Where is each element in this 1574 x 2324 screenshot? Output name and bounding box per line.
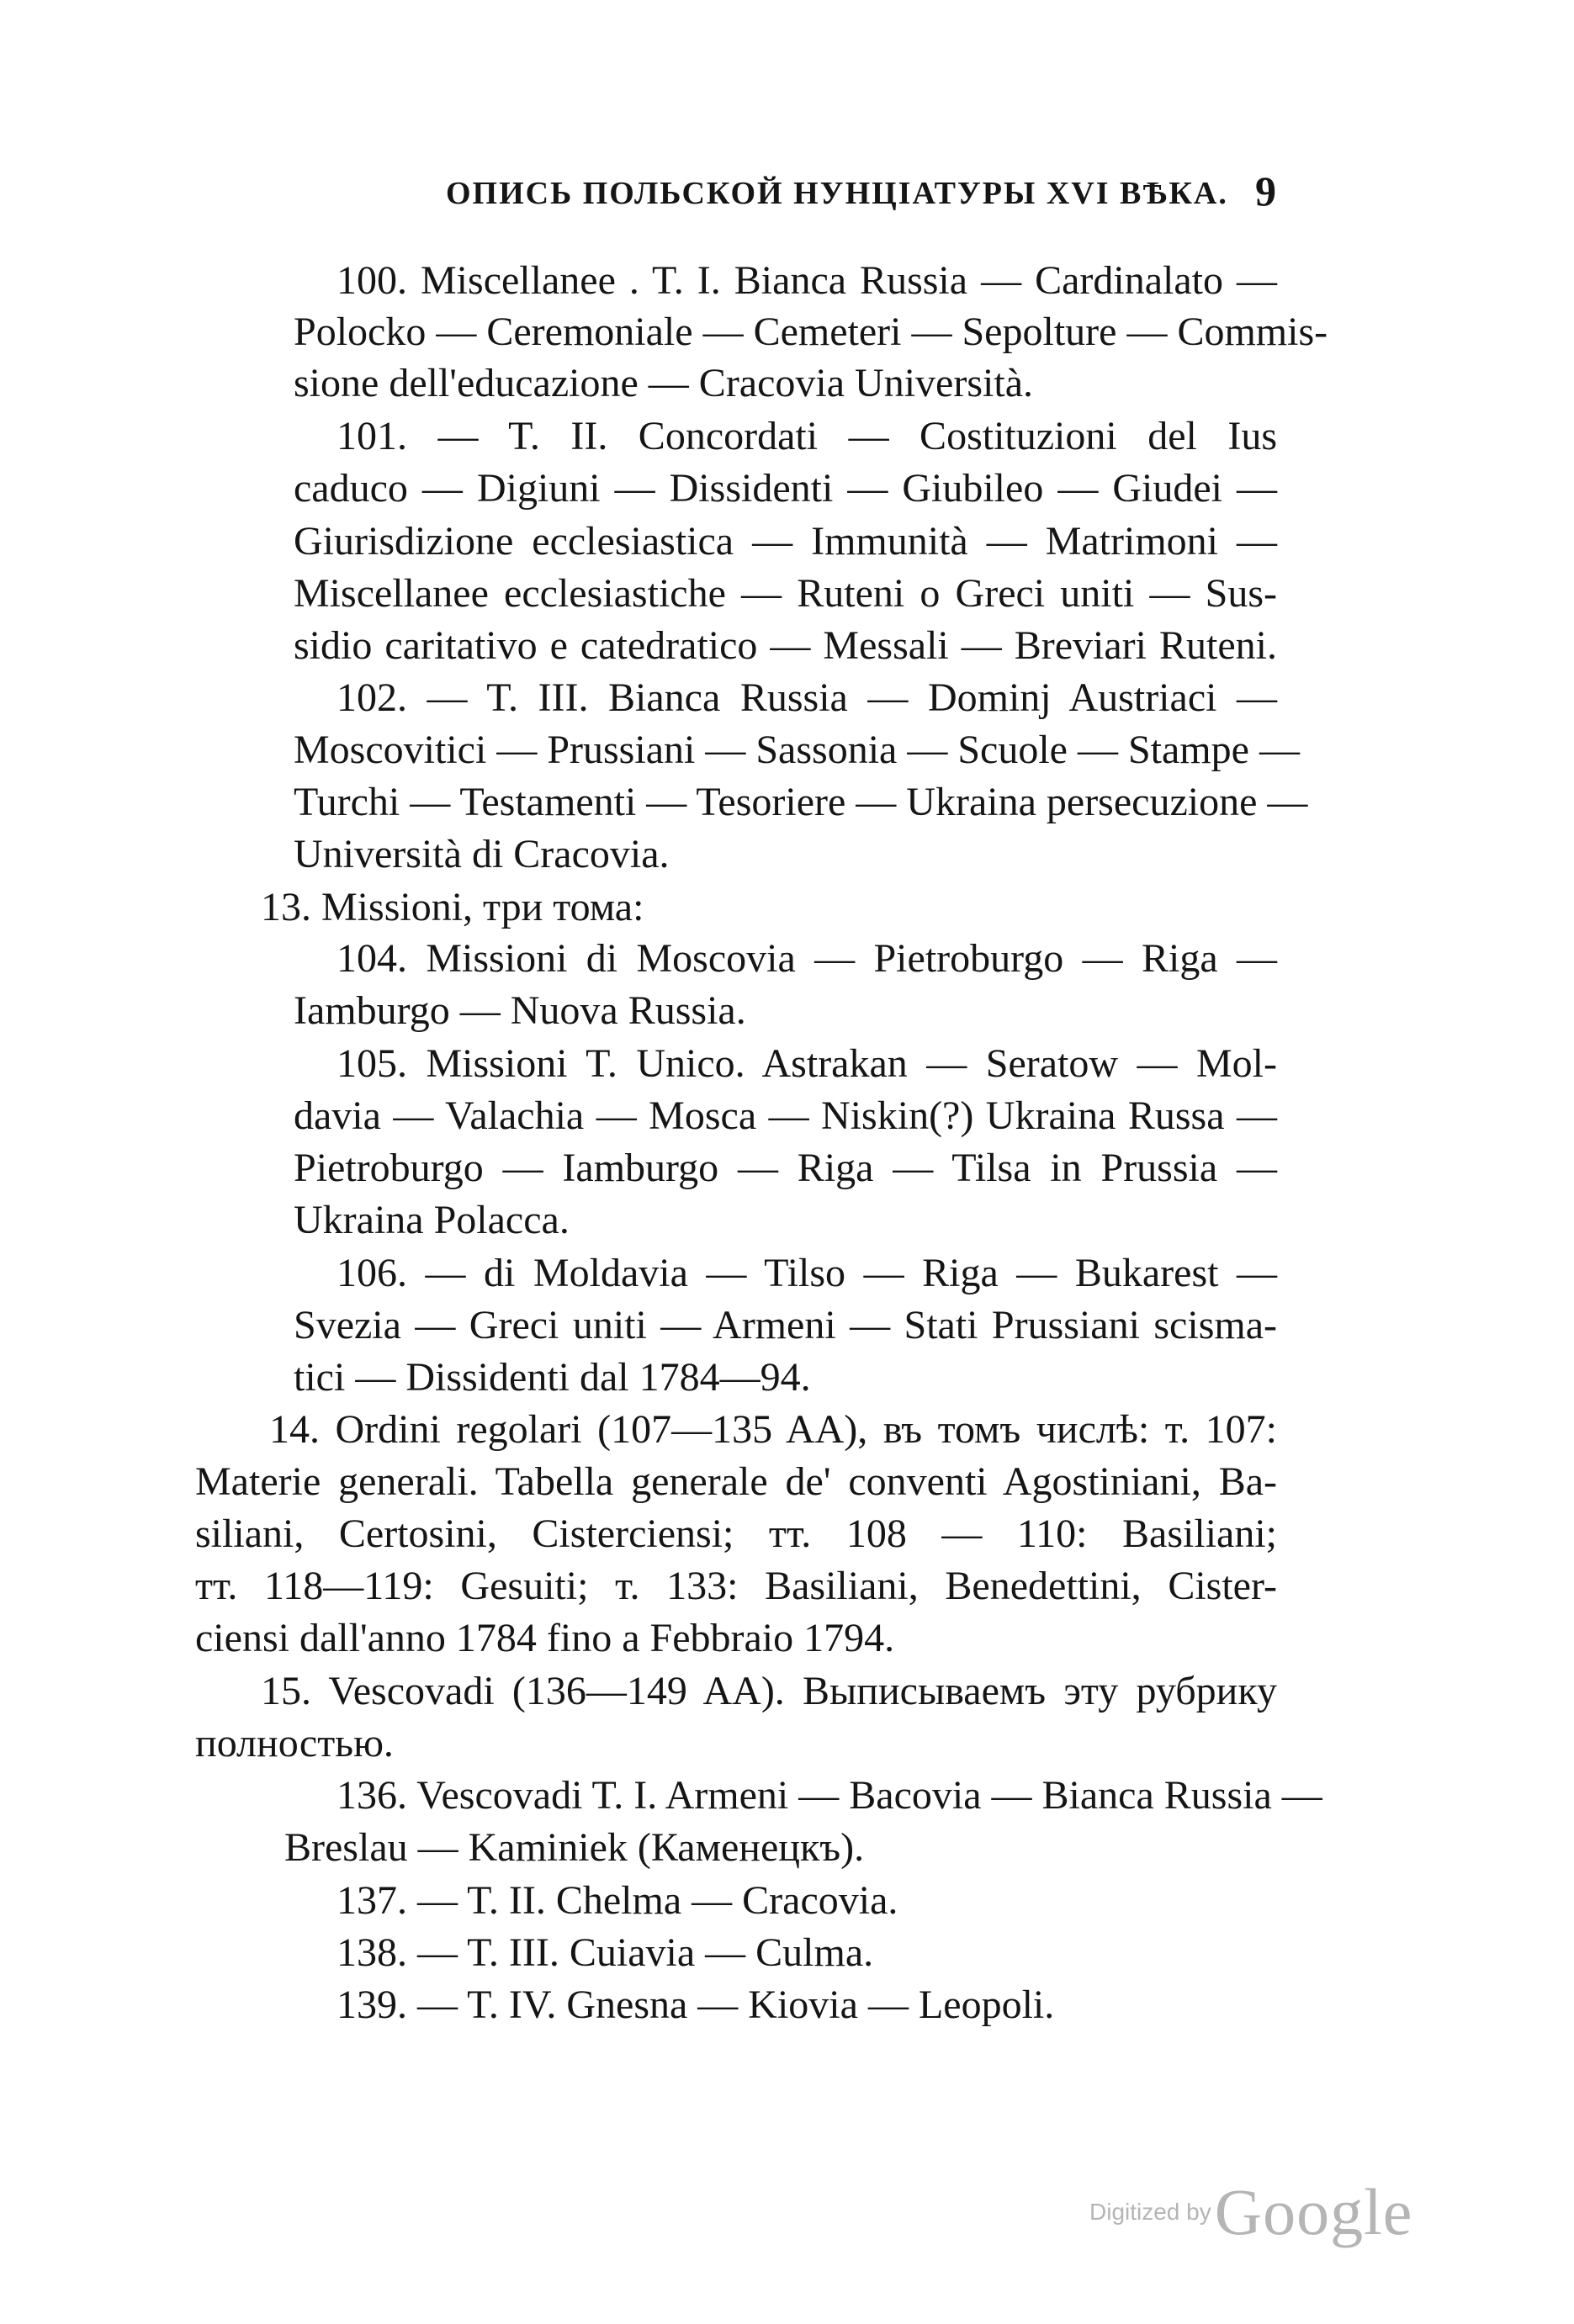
text-line: Turchi — Testamenti — Tesoriere — Ukraina persecuzione — xyxy=(294,780,1308,824)
text-line: 100. Miscellanee . T. I. Bianca Russia — Cardinalato — xyxy=(337,258,1277,303)
text-line: Miscellanee ecclesiastiche — Ruteni o Greci uniti — Sus- xyxy=(294,571,1277,616)
text-line: 138. — T. III. Cuiavia — Culma. xyxy=(337,1930,874,1975)
text-line: 136. Vescovadi T. I. Armeni — Bacovia — Bianca Russia — xyxy=(337,1773,1322,1818)
text-line: Moscovitici — Prussiani — Sassonia — Scuole — Stampe — xyxy=(294,728,1300,772)
text-line: Ukraina Polacca. xyxy=(294,1198,570,1242)
text-line: Giurisdizione ecclesiastica — Immunità — Matrimoni — xyxy=(294,519,1277,564)
section-heading: 13. Missioni, три тома: xyxy=(261,885,644,929)
page-number: 9 xyxy=(1255,167,1276,214)
text-line: 139. — T. IV. Gnesna — Kiovia — Leopoli. xyxy=(337,1983,1055,2027)
text-line: 101. — T. II. Concordati — Costituzioni del Ius xyxy=(337,414,1277,458)
text-line: Università di Cracovia. xyxy=(294,832,670,876)
text-line: tici — Dissidenti dal 1784—94. xyxy=(294,1355,811,1400)
text-line: sione dell'educazione — Cracovia Università. xyxy=(294,361,1033,405)
running-head: ОПИСЬ ПОЛЬСКОЙ НУНЦIАТУРЫ XVI ВѢКА. xyxy=(446,176,1228,211)
text-line: Pietroburgo — Iamburgo — Riga — Tilsa in Prussia — xyxy=(294,1146,1277,1190)
text-line: 137. — T. II. Chelma — Cracovia. xyxy=(337,1878,898,1923)
text-line: sidio caritativo e catedratico — Messali — Breviari Ruteni. xyxy=(294,623,1277,668)
text-line: caduco — Digiuni — Dissidenti — Giubileo — Giudei — xyxy=(294,466,1277,511)
text-line: davia — Valachia — Mosca — Niskin(?) Ukraina Russa — xyxy=(294,1093,1277,1138)
digitized-watermark xyxy=(1089,2174,1412,2250)
google-logo: Google xyxy=(1214,2175,1413,2248)
text-line: Svezia — Greci uniti — Armeni — Stati Prussiani scisma- xyxy=(294,1303,1277,1347)
text-line: 106. — di Moldavia — Tilso — Riga — Bukarest — xyxy=(337,1251,1277,1295)
text-line: Materie generali. Tabella generale de' conventi Agostiniani, Ba- xyxy=(195,1459,1277,1504)
text-line: 15. Vescovadi (136—149 AA). Выписываемъ эту рубрику xyxy=(261,1669,1277,1713)
text-line: siliani, Certosini, Cisterciensi; тт. 108 — 110: Basiliani; xyxy=(195,1511,1277,1556)
text-line: Polocko — Ceremoniale — Cemeteri — Sepolture — Commis- xyxy=(294,310,1328,354)
text-line: 14. Ordini regolari (107—135 AA), въ томъ числѣ: т. 107: xyxy=(269,1407,1277,1452)
text-line: 102. — T. III. Bianca Russia — Dominj Austriaci — xyxy=(337,675,1277,720)
digitized-by-label: Digitized by xyxy=(1089,2199,1211,2225)
text-line: Iamburgo — Nuova Russia. xyxy=(294,988,746,1033)
text-line: 104. Missioni di Moscovia — Pietroburgo — Riga — xyxy=(337,936,1277,981)
text-line: ciensi dall'anno 1784 fino a Febbraio 1794. xyxy=(195,1616,895,1660)
text-line: 105. Missioni T. Unico. Astrakan — Seratow — Mol- xyxy=(337,1041,1277,1086)
text-line: тт. 118—119: Gesuiti; т. 133: Basiliani, Benedettini, Cister- xyxy=(195,1564,1277,1608)
text-line: Breslau — Kaminiek (Каменецкъ). xyxy=(284,1825,865,1870)
text-line: полностью. xyxy=(195,1721,394,1765)
